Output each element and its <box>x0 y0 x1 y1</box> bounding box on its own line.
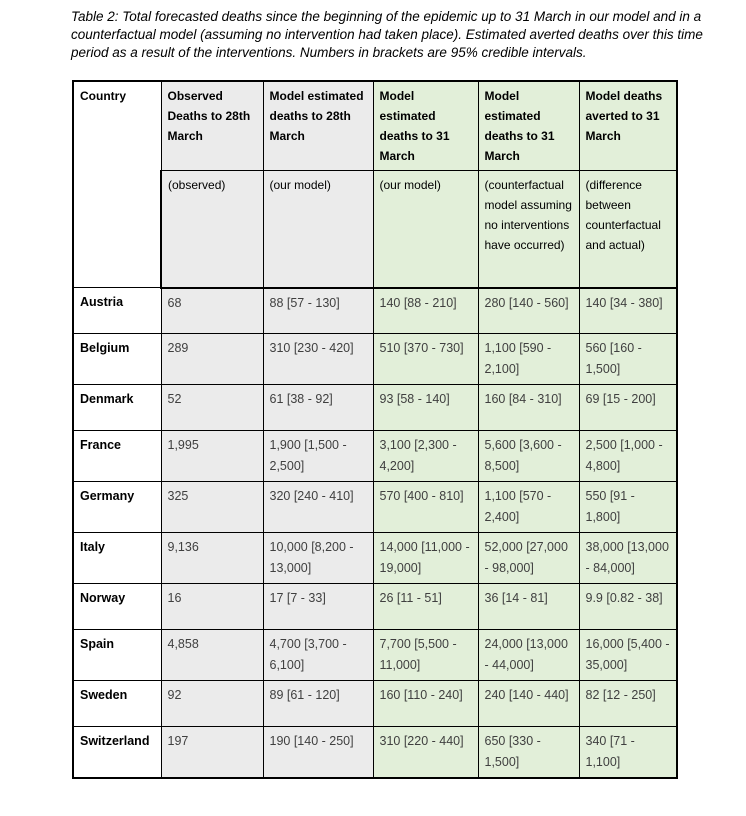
counterfactual-deaths-value: 24,000 [13,000 - 44,000] <box>478 630 579 681</box>
model-deaths-31-value: 14,000 [11,000 - 19,000] <box>373 533 478 584</box>
table-row <box>73 431 677 482</box>
header-observed-deaths: Observed Deaths to 28th March <box>161 81 263 171</box>
model-deaths-28-value: 4,700 [3,700 - 6,100] <box>263 630 373 681</box>
model-deaths-28-value: 88 [57 - 130] <box>263 288 373 334</box>
forecast-table <box>72 80 678 779</box>
deaths-averted-value: 9.9 [0.82 - 38] <box>579 584 677 630</box>
counterfactual-deaths-value: 52,000 [27,000 - 98,000] <box>478 533 579 584</box>
counterfactual-deaths-value: 36 [14 - 81] <box>478 584 579 630</box>
model-deaths-31-value: 570 [400 - 810] <box>373 482 478 533</box>
deaths-averted-value: 16,000 [5,400 - 35,000] <box>579 630 677 681</box>
observed-deaths-value: 4,858 <box>161 630 263 681</box>
subheader-our-model-31: (our model) <box>373 171 478 288</box>
country-name: Spain <box>73 630 161 681</box>
deaths-averted-value: 2,500 [1,000 - 4,800] <box>579 431 677 482</box>
counterfactual-deaths-value: 280 [140 - 560] <box>478 288 579 334</box>
table-header <box>73 81 677 288</box>
country-name: Denmark <box>73 385 161 431</box>
model-deaths-28-value: 320 [240 - 410] <box>263 482 373 533</box>
deaths-averted-value: 140 [34 - 380] <box>579 288 677 334</box>
country-name: Italy <box>73 533 161 584</box>
model-deaths-31-value: 26 [11 - 51] <box>373 584 478 630</box>
model-deaths-28-value: 190 [140 - 250] <box>263 727 373 779</box>
observed-deaths-value: 92 <box>161 681 263 727</box>
header-country: Country <box>73 81 161 288</box>
table-row <box>73 584 677 630</box>
table-body <box>73 288 677 779</box>
subheader-observed: (observed) <box>161 171 263 288</box>
counterfactual-deaths-value: 240 [140 - 440] <box>478 681 579 727</box>
observed-deaths-value: 325 <box>161 482 263 533</box>
country-name: Sweden <box>73 681 161 727</box>
model-deaths-31-value: 310 [220 - 440] <box>373 727 478 779</box>
counterfactual-deaths-value: 650 [330 - 1,500] <box>478 727 579 779</box>
header-model-deaths-31: Model estimated deaths to 31 March <box>373 81 478 171</box>
observed-deaths-value: 289 <box>161 334 263 385</box>
deaths-averted-value: 550 [91 - 1,800] <box>579 482 677 533</box>
subheader-our-model-28: (our model) <box>263 171 373 288</box>
counterfactual-deaths-value: 5,600 [3,600 - 8,500] <box>478 431 579 482</box>
table-row <box>73 630 677 681</box>
country-name: Austria <box>73 288 161 334</box>
observed-deaths-value: 68 <box>161 288 263 334</box>
model-deaths-31-value: 510 [370 - 730] <box>373 334 478 385</box>
header-title-row <box>73 81 677 171</box>
counterfactual-deaths-value: 160 [84 - 310] <box>478 385 579 431</box>
table-row <box>73 385 677 431</box>
model-deaths-28-value: 17 [7 - 33] <box>263 584 373 630</box>
deaths-averted-value: 560 [160 - 1,500] <box>579 334 677 385</box>
header-model-deaths-28: Model estimated deaths to 28th March <box>263 81 373 171</box>
model-deaths-31-value: 7,700 [5,500 - 11,000] <box>373 630 478 681</box>
model-deaths-28-value: 89 [61 - 120] <box>263 681 373 727</box>
header-deaths-averted: Model deaths averted to 31 March <box>579 81 677 171</box>
table-caption: Table 2: Total forecasted deaths since the beginning of the epidemic up to 31 March in our model and in a counterfactual model (assuming no intervention had taken place). Estimated averted deaths over this time period as a result of the interventions. Numbers in brackets are 95% credible intervals. <box>71 9 703 60</box>
observed-deaths-value: 52 <box>161 385 263 431</box>
header-subtitle-row <box>73 171 677 288</box>
model-deaths-28-value: 310 [230 - 420] <box>263 334 373 385</box>
observed-deaths-value: 197 <box>161 727 263 779</box>
deaths-averted-value: 82 [12 - 250] <box>579 681 677 727</box>
subheader-difference: (difference between counterfactual and actual) <box>579 171 677 288</box>
table-row <box>73 533 677 584</box>
subheader-counterfactual: (counterfactual model assuming no interventions have occurred) <box>478 171 579 288</box>
header-counterfactual-deaths: Model estimated deaths to 31 March <box>478 81 579 171</box>
counterfactual-deaths-value: 1,100 [590 - 2,100] <box>478 334 579 385</box>
table-row <box>73 334 677 385</box>
counterfactual-deaths-value: 1,100 [570 - 2,400] <box>478 482 579 533</box>
model-deaths-28-value: 1,900 [1,500 - 2,500] <box>263 431 373 482</box>
table-row <box>73 482 677 533</box>
country-name: France <box>73 431 161 482</box>
model-deaths-31-value: 3,100 [2,300 - 4,200] <box>373 431 478 482</box>
model-deaths-28-value: 10,000 [8,200 - 13,000] <box>263 533 373 584</box>
table-row <box>73 288 677 334</box>
observed-deaths-value: 1,995 <box>161 431 263 482</box>
model-deaths-31-value: 140 [88 - 210] <box>373 288 478 334</box>
table-row <box>73 727 677 779</box>
model-deaths-28-value: 61 [38 - 92] <box>263 385 373 431</box>
table-row <box>73 681 677 727</box>
model-deaths-31-value: 160 [110 - 240] <box>373 681 478 727</box>
country-name: Switzerland <box>73 727 161 779</box>
deaths-averted-value: 38,000 [13,000 - 84,000] <box>579 533 677 584</box>
country-name: Germany <box>73 482 161 533</box>
deaths-averted-value: 69 [15 - 200] <box>579 385 677 431</box>
country-name: Belgium <box>73 334 161 385</box>
model-deaths-31-value: 93 [58 - 140] <box>373 385 478 431</box>
observed-deaths-value: 16 <box>161 584 263 630</box>
country-name: Norway <box>73 584 161 630</box>
deaths-averted-value: 340 [71 - 1,100] <box>579 727 677 779</box>
observed-deaths-value: 9,136 <box>161 533 263 584</box>
